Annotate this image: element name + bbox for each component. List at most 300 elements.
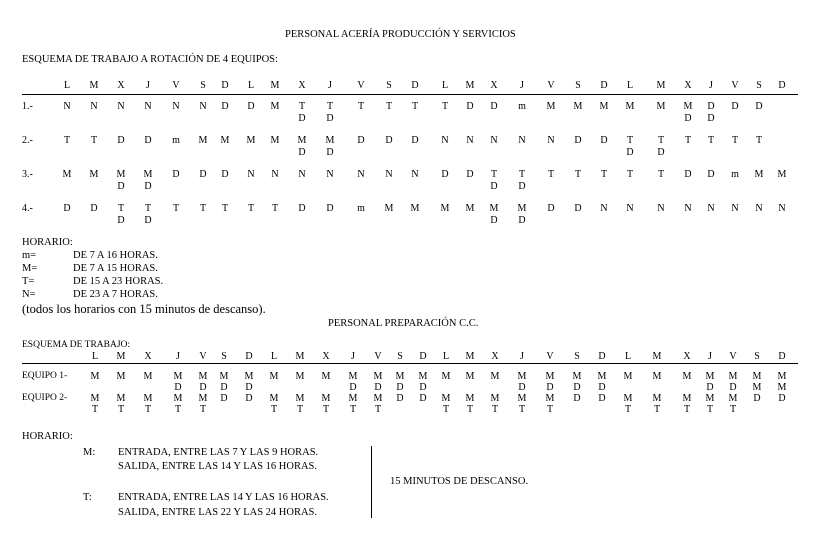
page-title: PERSONAL ACERÍA PRODUCCIÓN Y SERVICIOS (285, 29, 516, 40)
shift-cell-secondary: T (296, 404, 304, 415)
shift-cell-secondary: D (490, 181, 498, 192)
day-header: V (199, 351, 207, 362)
shift-cell: T (144, 203, 152, 214)
shift-cell-secondary: M (752, 382, 762, 393)
shift-cell: D (385, 135, 393, 146)
shift-cell: D (144, 135, 152, 146)
shift-hours: DE 23 A 7 HORAS. (73, 289, 158, 300)
day-header: M (465, 351, 475, 362)
shift-cell: M (321, 371, 331, 382)
shift-cell-secondary: T (546, 404, 554, 415)
shift-cell: M (545, 393, 555, 404)
shift-cell: N (117, 101, 125, 112)
shift-cell: N (600, 203, 608, 214)
shift-cell: T (298, 101, 306, 112)
shift-cell: M (728, 371, 738, 382)
day-header: M (116, 351, 126, 362)
shift-cell: T (172, 203, 180, 214)
shift-cell: M (441, 393, 451, 404)
shift-cell: D (753, 393, 761, 404)
day-header: V (172, 80, 180, 91)
day-header: J (328, 80, 332, 91)
shift-cell: T (626, 135, 634, 146)
day-header: S (756, 80, 762, 91)
shift-cell: N (626, 203, 634, 214)
shift-cell: T (600, 169, 608, 180)
shift-cell: M (295, 371, 305, 382)
day-header: L (441, 80, 449, 91)
shift-cell: D (326, 203, 334, 214)
shift-cell-secondary: T (349, 404, 357, 415)
shift-cell: M (173, 371, 183, 382)
shift-cell: M (116, 169, 126, 180)
shift-cell: D (573, 393, 581, 404)
shift-code: m= (22, 250, 37, 261)
shift-cell: M (90, 371, 100, 382)
shift-cell: D (707, 101, 715, 112)
shift-cell: M (597, 371, 607, 382)
shift-cell: D (357, 135, 365, 146)
day-header: L (626, 80, 634, 91)
shift-cell: D (247, 101, 255, 112)
shift-cell: N (298, 169, 306, 180)
shift-cell: T (657, 135, 665, 146)
shift-cell: D (245, 393, 253, 404)
shift-cell: N (63, 101, 71, 112)
shift-cell-secondary: D (326, 113, 334, 124)
shift-cell: M (652, 371, 662, 382)
shift-cell: T (247, 203, 255, 214)
horario2-t-line1: ENTRADA, ENTRE LAS 14 Y LAS 16 HORAS. (118, 492, 329, 503)
shift-cell: D (396, 393, 404, 404)
horario2-m-line2: SALIDA, ENTRE LAS 14 Y LAS 16 HORAS. (118, 461, 318, 472)
shift-cell-secondary: T (374, 404, 382, 415)
shift-cell: M (623, 393, 633, 404)
shift-cell: D (63, 203, 71, 214)
shift-cell: M (173, 393, 183, 404)
shift-cell-secondary: D (598, 382, 606, 393)
shift-cell-secondary: T (199, 404, 207, 415)
shift-hours: DE 7 A 16 HORAS. (73, 250, 158, 261)
shift-cell: M (410, 203, 420, 214)
shift-cell: T (731, 135, 739, 146)
shift-cell: M (295, 393, 305, 404)
shift-cell-secondary: D (490, 215, 498, 226)
day-header: J (520, 80, 524, 91)
shift-cell: T (326, 101, 334, 112)
shift-cell: T (574, 169, 582, 180)
shift-cell: M (546, 101, 556, 112)
day-header: L (91, 351, 99, 362)
shift-cell: D (466, 169, 474, 180)
day-header: D (419, 351, 427, 362)
shift-cell: T (707, 135, 715, 146)
shift-cell: M (219, 371, 229, 382)
shift-cell: T (199, 203, 207, 214)
shift-cell: T (90, 135, 98, 146)
shift-cell-secondary: T (706, 404, 714, 415)
day-header: X (684, 80, 692, 91)
shift-cell: D (221, 101, 229, 112)
horario1-heading: HORARIO: (22, 237, 73, 248)
shift-cell: M (465, 203, 475, 214)
shift-cell-secondary: T (322, 404, 330, 415)
shift-cell-secondary: D (144, 215, 152, 226)
shift-code: T= (22, 276, 35, 287)
day-header: X (683, 351, 691, 362)
shift-cell: D (466, 101, 474, 112)
shift-cell: D (547, 203, 555, 214)
shift-cell: M (384, 203, 394, 214)
shift-code: M= (22, 263, 38, 274)
shift-cell: M (517, 393, 527, 404)
shift-cell: N (144, 101, 152, 112)
shift-cell-secondary: D (729, 382, 737, 393)
shift-cell-secondary: D (117, 215, 125, 226)
shift-cell: M (269, 393, 279, 404)
shift-cell: T (518, 169, 526, 180)
shift-cell: D (755, 101, 763, 112)
day-header: S (386, 80, 392, 91)
day-header: J (709, 80, 713, 91)
day-header: X (144, 351, 152, 362)
shift-cell: M (573, 101, 583, 112)
shift-cell-secondary: D (220, 382, 228, 393)
day-header: M (465, 80, 475, 91)
shift-cell-secondary: D (573, 382, 581, 393)
shift-cell: M (418, 371, 428, 382)
day-header: V (357, 80, 365, 91)
shift-cell: D (684, 169, 692, 180)
shift-cell: M (348, 371, 358, 382)
shift-cell: D (574, 135, 582, 146)
day-header: X (490, 80, 498, 91)
shift-cell: D (220, 393, 228, 404)
day-header: V (729, 351, 737, 362)
day-header: D (600, 80, 608, 91)
shift-cell: M (625, 101, 635, 112)
shift-cell-secondary: D (518, 382, 526, 393)
shift-cell: M (754, 169, 764, 180)
day-header: L (442, 351, 450, 362)
shift-cell: M (198, 371, 208, 382)
day-header: J (351, 351, 355, 362)
day-header: L (63, 80, 71, 91)
shift-cell-secondary: T (653, 404, 661, 415)
shift-cell: M (198, 393, 208, 404)
shift-cell: m (357, 203, 365, 214)
shift-cell: M (116, 371, 126, 382)
row-label: 3.- (22, 169, 33, 180)
day-header: M (652, 351, 662, 362)
schema2-divider (22, 363, 798, 364)
shift-cell: D (574, 203, 582, 214)
shift-cell: N (385, 169, 393, 180)
day-header: D (221, 80, 229, 91)
shift-cell: M (270, 101, 280, 112)
row-label: 1.- (22, 101, 33, 112)
shift-cell-secondary: D (174, 382, 182, 393)
shift-cell: M (441, 371, 451, 382)
shift-cell: D (411, 135, 419, 146)
day-header: V (731, 80, 739, 91)
shift-cell-secondary: T (683, 404, 691, 415)
shift-cell: N (466, 135, 474, 146)
day-header: S (221, 351, 227, 362)
shift-cell: M (220, 135, 230, 146)
shift-cell: m (731, 169, 739, 180)
shift-cell: T (411, 101, 419, 112)
shift-cell: M (623, 371, 633, 382)
schema1-heading: ESQUEMA DE TRABAJO A ROTACIÓN DE 4 EQUIPOS: (22, 54, 278, 65)
shift-cell: M (517, 203, 527, 214)
shift-code: N= (22, 289, 36, 300)
shift-cell: N (247, 169, 255, 180)
day-header: S (574, 351, 580, 362)
day-header: M (89, 80, 99, 91)
team-label: EQUIPO 2- (22, 393, 68, 403)
shift-cell: D (419, 393, 427, 404)
shift-cell: N (684, 203, 692, 214)
shift-cell: M (682, 371, 692, 382)
shift-cell: T (385, 101, 393, 112)
day-header: J (520, 351, 524, 362)
day-header: V (374, 351, 382, 362)
shift-cell: T (117, 203, 125, 214)
shift-cell-secondary: D (374, 382, 382, 393)
shift-cell-secondary: T (174, 404, 182, 415)
shift-cell-secondary: D (419, 382, 427, 393)
day-header: J (708, 351, 712, 362)
shift-cell: m (518, 101, 526, 112)
shift-cell-secondary: D (349, 382, 357, 393)
shift-cell: M (490, 393, 500, 404)
shift-cell: M (373, 393, 383, 404)
day-header: M (270, 80, 280, 91)
shift-cell: N (90, 101, 98, 112)
shift-cell-secondary: D (117, 181, 125, 192)
day-header: X (298, 80, 306, 91)
day-header: D (411, 80, 419, 91)
shift-cell-secondary: T (729, 404, 737, 415)
section2-title: PERSONAL PREPARACIÓN C.C. (328, 318, 479, 329)
shift-cell: M (752, 371, 762, 382)
shift-cell: D (707, 169, 715, 180)
day-header: D (245, 351, 253, 362)
shift-cell: M (143, 169, 153, 180)
day-header: J (176, 351, 180, 362)
day-header: M (295, 351, 305, 362)
shift-cell: M (465, 393, 475, 404)
shift-cell-secondary: T (117, 404, 125, 415)
shift-cell: D (731, 101, 739, 112)
shift-cell: N (518, 135, 526, 146)
horario2-rest: 15 MINUTOS DE DESCANSO. (390, 476, 529, 487)
shift-cell: N (657, 203, 665, 214)
shift-cell-secondary: D (245, 382, 253, 393)
shift-cell: N (199, 101, 207, 112)
day-header: S (575, 80, 581, 91)
day-header: L (247, 80, 255, 91)
shift-cell: M (143, 393, 153, 404)
shift-cell: D (600, 135, 608, 146)
shift-cell: N (778, 203, 786, 214)
shift-cell: M (90, 393, 100, 404)
schema1-divider (22, 94, 798, 95)
shift-cell-secondary: D (518, 181, 526, 192)
shift-cell-secondary: D (684, 113, 692, 124)
horario2-t-line2: SALIDA, ENTRE LAS 22 Y LAS 24 HORAS. (118, 507, 318, 518)
day-header: S (200, 80, 206, 91)
shift-cell-secondary: D (326, 147, 334, 158)
shift-cell-secondary: T (270, 404, 278, 415)
shift-cell-secondary: T (144, 404, 152, 415)
shift-cell-secondary: D (396, 382, 404, 393)
shift-cell: D (221, 169, 229, 180)
day-header: S (397, 351, 403, 362)
shift-cell: D (298, 203, 306, 214)
shift-cell: D (490, 101, 498, 112)
shift-cell: T (271, 203, 279, 214)
shift-cell-secondary: T (91, 404, 99, 415)
shift-cell: D (199, 169, 207, 180)
shift-cell: T (684, 135, 692, 146)
shift-cell: M (297, 135, 307, 146)
day-header: X (117, 80, 125, 91)
shift-cell: N (411, 169, 419, 180)
shift-cell: M (572, 371, 582, 382)
shift-cell-secondary: D (706, 382, 714, 393)
shift-cell: M (325, 135, 335, 146)
shift-cell: N (271, 169, 279, 180)
day-header: D (778, 351, 786, 362)
day-header: X (322, 351, 330, 362)
shift-cell: M (489, 203, 499, 214)
team-label: EQUIPO 1- (22, 371, 68, 381)
shift-cell: M (705, 393, 715, 404)
shift-cell: M (440, 203, 450, 214)
day-header: M (656, 80, 666, 91)
shift-cell: M (348, 393, 358, 404)
shift-cell-secondary: D (657, 147, 665, 158)
shift-cell: N (357, 169, 365, 180)
shift-cell-secondary: T (491, 404, 499, 415)
shift-cell: M (599, 101, 609, 112)
shift-cell: D (117, 135, 125, 146)
shift-cell: T (441, 101, 449, 112)
shift-cell-secondary: T (624, 404, 632, 415)
shift-cell: D (90, 203, 98, 214)
shift-cell-secondary: T (442, 404, 450, 415)
shift-cell-secondary: T (466, 404, 474, 415)
shift-hours: DE 7 A 15 HORAS. (73, 263, 158, 274)
shift-cell-secondary: D (298, 113, 306, 124)
shift-cell-secondary: D (199, 382, 207, 393)
shift-cell: T (755, 135, 763, 146)
shift-cell-secondary: D (298, 147, 306, 158)
shift-cell: D (598, 393, 606, 404)
shift-cell: N (755, 203, 763, 214)
shift-cell: M (777, 169, 787, 180)
day-header: X (491, 351, 499, 362)
shift-cell: T (657, 169, 665, 180)
shift-cell-secondary: D (707, 113, 715, 124)
shift-cell: M (656, 101, 666, 112)
shift-cell: N (326, 169, 334, 180)
day-header: S (754, 351, 760, 362)
shift-cell: T (357, 101, 365, 112)
shift-hours: DE 15 A 23 HORAS. (73, 276, 164, 287)
shift-cell-secondary: M (777, 382, 787, 393)
shift-cell: M (198, 135, 208, 146)
shift-cell: M (270, 135, 280, 146)
day-header: V (547, 80, 555, 91)
shift-cell: N (707, 203, 715, 214)
shift-cell: M (682, 393, 692, 404)
shift-cell: M (490, 371, 500, 382)
shift-cell: M (395, 371, 405, 382)
horario1-note: (todos los horarios con 15 minutos de descanso). (22, 302, 266, 316)
shift-cell: M (373, 371, 383, 382)
row-label: 2.- (22, 135, 33, 146)
shift-cell: M (728, 393, 738, 404)
shift-cell: N (441, 135, 449, 146)
shift-cell: N (547, 135, 555, 146)
horario2-separator (371, 446, 372, 518)
shift-cell-secondary: T (518, 404, 526, 415)
shift-cell: M (705, 371, 715, 382)
day-header: L (270, 351, 278, 362)
shift-cell: D (172, 169, 180, 180)
shift-cell-secondary: D (144, 181, 152, 192)
horario2-t-code: T: (83, 492, 92, 503)
shift-cell: D (778, 393, 786, 404)
day-header: L (624, 351, 632, 362)
day-header: J (146, 80, 150, 91)
shift-cell: M (269, 371, 279, 382)
schema2-heading: ESQUEMA DE TRABAJO: (22, 340, 131, 350)
shift-cell: M (777, 371, 787, 382)
day-header: D (778, 80, 786, 91)
day-header: D (598, 351, 606, 362)
shift-cell: m (172, 135, 180, 146)
shift-cell: M (652, 393, 662, 404)
shift-cell: T (626, 169, 634, 180)
shift-cell: T (63, 135, 71, 146)
shift-cell-secondary: D (546, 382, 554, 393)
shift-cell: M (517, 371, 527, 382)
shift-cell: M (89, 169, 99, 180)
day-header: V (546, 351, 554, 362)
shift-cell-secondary: D (626, 147, 634, 158)
shift-cell: M (545, 371, 555, 382)
horario2-heading: HORARIO: (22, 431, 73, 442)
shift-cell: M (143, 371, 153, 382)
shift-cell: N (490, 135, 498, 146)
shift-cell: M (62, 169, 72, 180)
shift-cell-secondary: D (518, 215, 526, 226)
shift-cell: T (490, 169, 498, 180)
shift-cell: D (441, 169, 449, 180)
shift-cell: N (731, 203, 739, 214)
shift-cell: M (465, 371, 475, 382)
shift-cell: N (172, 101, 180, 112)
shift-cell: M (321, 393, 331, 404)
shift-cell: M (246, 135, 256, 146)
shift-cell: M (244, 371, 254, 382)
row-label: 4.- (22, 203, 33, 214)
shift-cell: T (221, 203, 229, 214)
